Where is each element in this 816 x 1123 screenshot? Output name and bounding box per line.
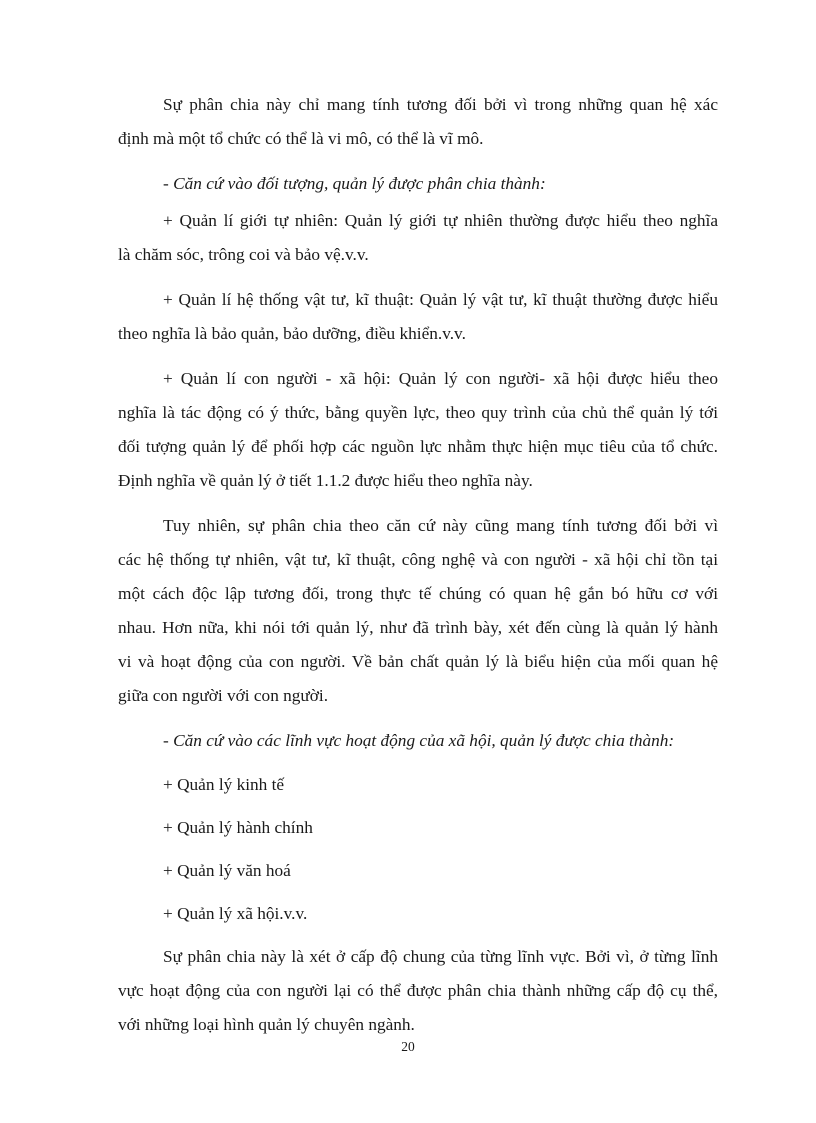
paragraph-line: đối tượng quản lý để phối hợp các nguồn lực nhằm thực hiện mục tiêu của tổ chức. [118,437,718,456]
paragraph-line: với những loại hình quản lý chuyên ngành. [118,1015,415,1034]
paragraph-line: một cách độc lập tương đối, trong thực tế chúng có quan hệ gắn bó hữu cơ với [118,584,718,603]
paragraph-line: Sự phân chia này là xét ở cấp độ chung của từng lĩnh vực. Bởi vì, ở từng lĩnh [163,947,718,966]
paragraph-line: + Quản lí giới tự nhiên: Quản lý giới tự nhiên thường được hiểu theo nghĩa [163,211,718,230]
list-item: + Quản lý hành chính [163,818,313,837]
paragraph-line: nghĩa là tác động có ý thức, bằng quyền lực, theo quy trình của chủ thể quản lý tới [118,403,718,422]
paragraph-line: Định nghĩa về quản lý ở tiết 1.1.2 được hiểu theo nghĩa này. [118,471,533,490]
paragraph-line: + Quản lí hệ thống vật tư, kĩ thuật: Quản lý vật tư, kĩ thuật thường được hiểu [163,290,718,309]
paragraph-line: theo nghĩa là bảo quản, bảo dưỡng, điều khiển.v.v. [118,324,466,343]
section-criterion-heading: - Căn cứ vào các lĩnh vực hoạt động của xã hội, quản lý được chia thành: [163,731,675,750]
paragraph-line: định mà một tổ chức có thể là vi mô, có thể là vĩ mô. [118,129,484,148]
list-item: + Quản lý văn hoá [163,861,291,880]
paragraph-line: Sự phân chia này chỉ mang tính tương đối bởi vì trong những quan hệ xác [163,95,718,114]
page-number: 20 [401,1039,415,1054]
list-item: + Quản lý kinh tế [163,775,285,794]
paragraph-line: giữa con người với con người. [118,686,329,705]
paragraph-line: nhau. Hơn nữa, khi nói tới quản lý, như đã trình bày, xét đến cùng là quản lý hành [118,618,718,637]
list-item: + Quản lý xã hội.v.v. [163,904,308,923]
paragraph-line: + Quản lí con người - xã hội: Quản lý con người- xã hội được hiểu theo [163,369,718,388]
paragraph-line: là chăm sóc, trông coi và bảo vệ.v.v. [118,245,369,264]
paragraph-line: vực hoạt động của con người lại có thể được phân chia thành những cấp độ cụ thể, [118,981,718,1000]
section-criterion-heading: - Căn cứ vào đối tượng, quản lý được phân chia thành: [163,174,546,193]
paragraph-line: các hệ thống tự nhiên, vật tư, kĩ thuật, công nghệ và con người - xã hội chỉ tồn tại [118,550,718,569]
paragraph-line: vi và hoạt động của con người. Về bản chất quản lý là biểu hiện của mối quan hệ [118,652,718,671]
paragraph-line: Tuy nhiên, sự phân chia theo căn cứ này cũng mang tính tương đối bởi vì [163,516,718,535]
